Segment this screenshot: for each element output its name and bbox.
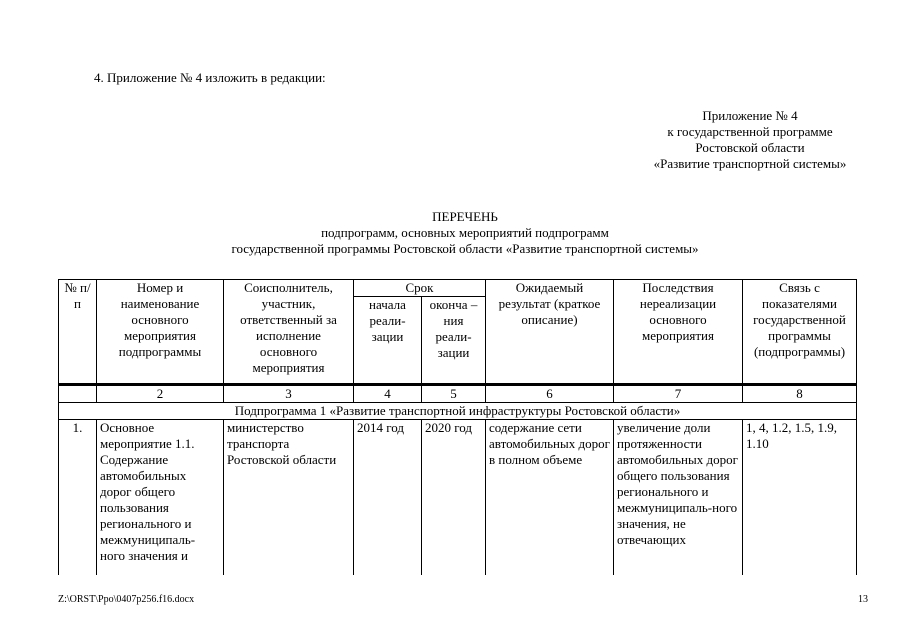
header-start: начала реали-зации [354, 297, 422, 385]
header-end: оконча – ния реали-зации [422, 297, 486, 385]
intro-text: 4. Приложение № 4 изложить в редакции: [94, 70, 326, 85]
row-consequences: увеличение доли протяженности автомобильных дорог общего пользования регионального и межмуниципаль-ного значения, не отвечающих [614, 420, 743, 576]
row-link: 1, 4, 1.2, 1.5, 1.9, 1.10 [743, 420, 857, 576]
appendix-line-1: Приложение № 4 [702, 108, 798, 123]
column-number-2: 2 [97, 385, 224, 403]
subprogram-title: Подпрограмма 1 «Развитие транспортной инфраструктуры Ростовской области» [59, 403, 857, 420]
row-start: 2014 год [354, 420, 422, 576]
footer-file-path: Z:\ORST\Ppo\0407p256.f16.docx [58, 594, 195, 605]
appendix-line-3: Ростовской области [695, 140, 805, 155]
column-number-1 [59, 385, 97, 403]
document-title [120, 209, 810, 257]
appendix-header [630, 108, 870, 172]
title-line-1: ПЕРЕЧЕНЬ [432, 209, 498, 224]
column-number-8: 8 [743, 385, 857, 403]
row-name: Основное мероприятие 1.1. Содержание автомобильных дорог общего пользования регионального и межмуниципаль-ного значения и [97, 420, 224, 576]
title-line-2: подпрограмм, основных мероприятий подпрограмм [321, 225, 609, 240]
activities-table [58, 279, 857, 575]
header-term: Срок [354, 280, 486, 297]
appendix-line-2: к государственной программе [667, 124, 833, 139]
column-number-5: 5 [422, 385, 486, 403]
column-number-row [59, 385, 857, 403]
footer-page-number: 13 [858, 594, 868, 605]
table-header-row [59, 280, 857, 297]
appendix-line-4: «Развитие транспортной системы» [653, 156, 847, 171]
column-number-7: 7 [614, 385, 743, 403]
column-number-3: 3 [224, 385, 354, 403]
header-executor: Соисполнитель, участник, ответственный за исполнение основного мероприятия [224, 280, 354, 385]
row-result: содержание сети автомобильных дорог в полном объеме [486, 420, 614, 576]
row-num: 1. [59, 420, 97, 576]
row-end: 2020 год [422, 420, 486, 576]
column-number-6: 6 [486, 385, 614, 403]
subprogram-row [59, 403, 857, 420]
header-num: № п/п [59, 280, 97, 385]
table-row [59, 420, 857, 576]
header-consequences: Последствия нереализации основного мероприятия [614, 280, 743, 385]
column-number-4: 4 [354, 385, 422, 403]
row-executor: министерство транспорта Ростовской области [224, 420, 354, 576]
header-name: Номер и наименование основного мероприятия подпрограммы [97, 280, 224, 385]
header-result: Ожидаемый результат (краткое описание) [486, 280, 614, 385]
header-link: Связь с показателями государственной программы (подпрограммы) [743, 280, 857, 385]
title-line-3: государственной программы Ростовской области «Развитие транспортной системы» [231, 241, 699, 256]
